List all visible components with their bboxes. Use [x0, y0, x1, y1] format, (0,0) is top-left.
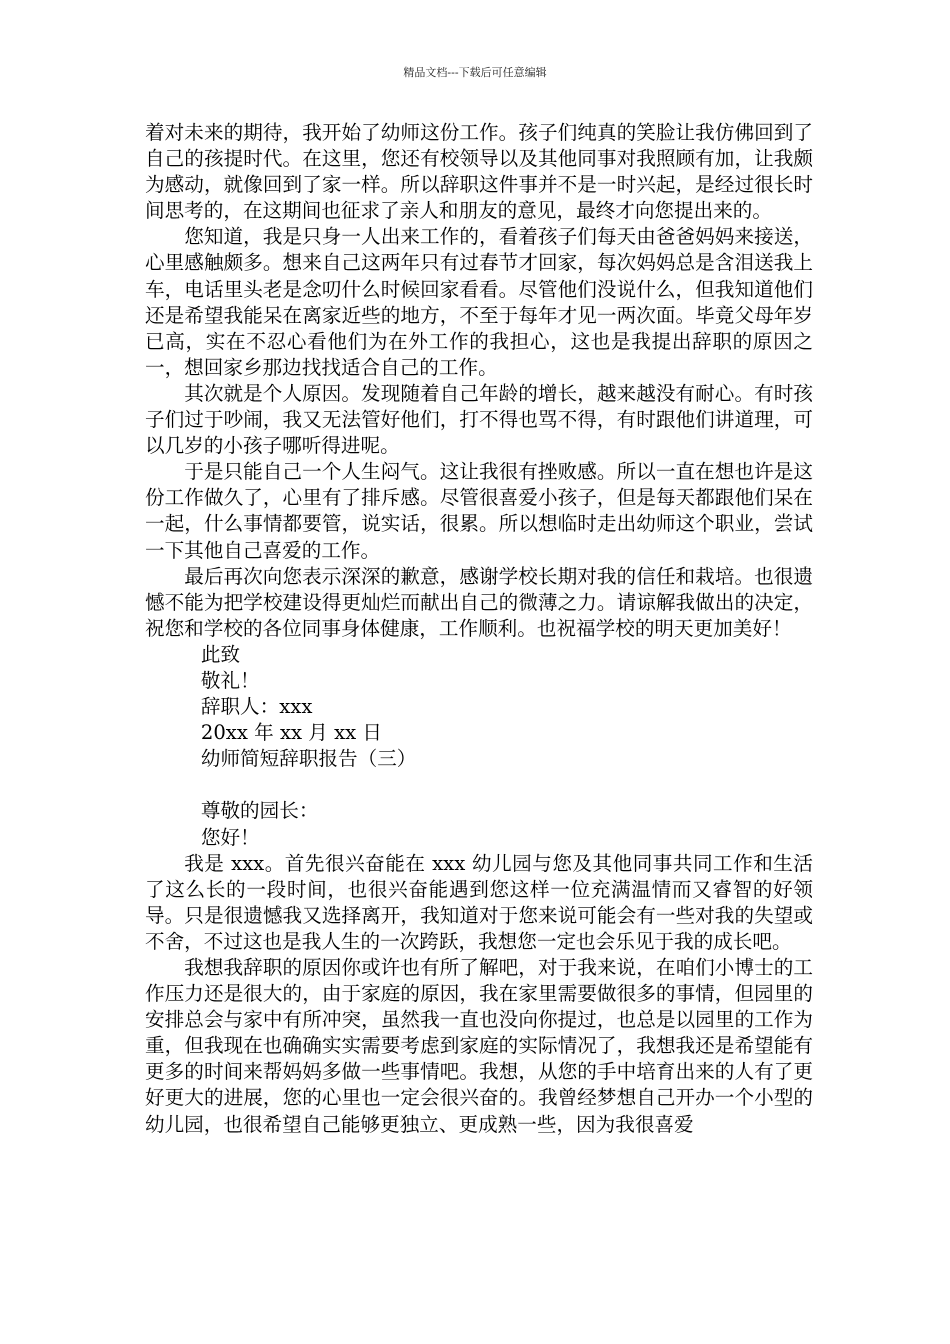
closing-line-2: 敬礼！ — [200, 668, 260, 692]
paragraph-introduction: 我是 xxx。首先很兴奋能在 xxx 幼儿园与您及其他同事共同工作和生活了这么长的一段时间，也很兴奋能遇到您这样一位充满温情而又睿智的好领导。只是很遗憾我又选择离开，我知道对于您来说可能会有一些对我的失望或不舍，不过这也是我人生的一次跨跃，我想您一定也会乐见于我的成长吧。 — [145, 851, 813, 953]
paragraph-continuation: 着对未来的期待，我开始了幼师这份工作。孩子们纯真的笑脸让我仿佛回到了自己的孩提时代。在这里，您还有校领导以及其他同事对我照顾有加，让我颇为感动，就像回到了家一样。所以辞职这件事并不是一时兴起，是经过很长时间思考的，在这期间也征求了亲人和朋友的意见，最终才向您提出来的。 — [145, 121, 813, 223]
paragraph-frustration: 于是只能自己一个人生闷气。这让我很有挫败感。所以一直在想也许是这份工作做久了，心里有了排斥感。尽管很喜爱小孩子，但是每天都跟他们呆在一起，什么事情都要管，说实话，很累。所以想临时走出幼师这个职业，尝试一下其他自己喜爱的工作。 — [145, 460, 813, 562]
section-title: 幼师简短辞职报告（三） — [200, 747, 417, 771]
greeting-line: 您好！ — [200, 825, 260, 849]
closing-line-1: 此致 — [200, 642, 241, 666]
document-body — [145, 120, 813, 1138]
paragraph-apology: 最后再次向您表示深深的歉意，感谢学校长期对我的信任和栽培。也很遗憾不能为把学校建设得更灿烂而献出自己的微薄之力。请谅解我做出的决定，祝您和学校的各位同事身体健康，工作顺利。也祝福学校的明天更加美好！ — [145, 564, 813, 640]
paragraph-family-reason: 您知道，我是只身一人出来工作的，看着孩子们每天由爸爸妈妈来接送，心里感触颇多。想来自己这两年只有过春节才回家，每次妈妈总是含泪送我上车，电话里头老是念叨什么时候回家看看。尽管他们没说什么，但我知道他们还是希望我能呆在离家近些的地方，不至于每年才见一两次面。毕竟父母年岁已高，实在不忍心看他们为在外工作的我担心，这也是我提出辞职的原因之一，想回家乡那边找找适合自己的工作。 — [145, 225, 813, 379]
paragraph-resignation-reason: 我想我辞职的原因你或许也有所了解吧，对于我来说，在咱们小博士的工作压力还是很大的，由于家庭的原因，我在家里需要做很多的事情，但园里的安排总会与家中有所冲突，虽然我一直也没向你提过，也总是以园里的工作为重，但我现在也确确实实需要考虑到家庭的实际情况了，我想我还是希望能有更多的时间来帮妈妈多做一些事情吧。我想，从您的手中培育出来的人有了更好更大的进展，您的心里也一定会很兴奋的。我曾经梦想自己开办一个小型的幼儿园，也很希望自己能够更独立、更成熟一些，因为我很喜爱 — [145, 956, 813, 1136]
date-line: 20xx 年 xx 月 xx 日 — [200, 721, 383, 745]
blank-line — [145, 772, 813, 798]
page-header: 精品文档---下载后可任意编辑 — [403, 66, 547, 79]
signer-line: 辞职人：xxx — [200, 695, 313, 719]
salutation-line: 尊敬的园长： — [200, 799, 319, 823]
paragraph-personal-reason: 其次就是个人原因。发现随着自己年龄的增长，越来越没有耐心。有时孩子们过于吵闹，我又无法管好他们，打不得也骂不得，有时跟他们讲道理，可以几岁的小孩子哪听得进呢。 — [145, 381, 813, 458]
